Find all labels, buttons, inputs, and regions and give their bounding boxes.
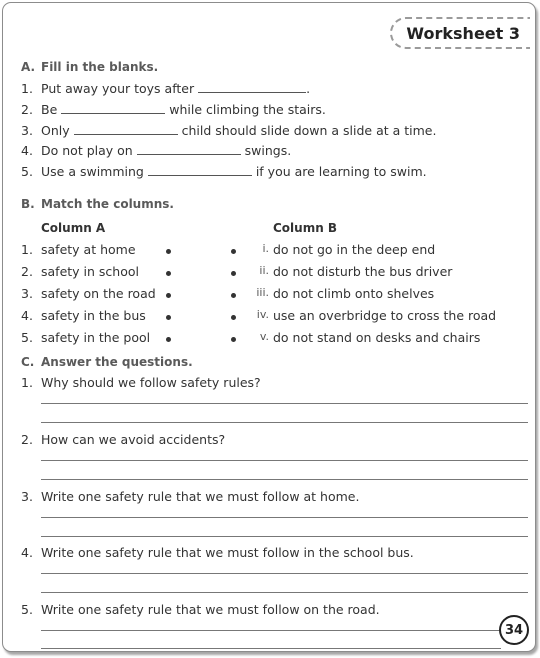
answer-line[interactable] (41, 648, 501, 649)
section-a-letter: A. (21, 60, 36, 74)
item-number: 1. (21, 242, 33, 257)
fill-blank-item (21, 164, 427, 179)
column-a-heading: Column A (41, 221, 106, 235)
column-a-item: safety in school (41, 264, 139, 279)
item-text-after: swings. (244, 143, 292, 158)
section-c-letter: C. (21, 355, 35, 369)
item-number: 4. (21, 143, 33, 158)
blank-line[interactable] (74, 133, 178, 135)
item-text-before: Be (41, 102, 58, 117)
question-text: How can we avoid accidents? (41, 432, 226, 447)
section-b-letter: B. (21, 197, 35, 211)
column-b-item: do not go in the deep end (273, 242, 436, 257)
question (21, 489, 359, 504)
answer-line[interactable] (41, 573, 528, 574)
question (21, 432, 225, 447)
column-a-item: safety in the pool (41, 330, 151, 345)
match-dot-left[interactable] (166, 249, 171, 254)
fill-blank-item (21, 143, 291, 158)
section-a-title: Fill in the blanks. (41, 60, 159, 74)
item-number: 2. (21, 264, 33, 279)
column-a-item: safety at home (41, 242, 136, 257)
roman-numeral: ii. (259, 264, 269, 277)
roman-numeral: iv. (256, 308, 269, 321)
item-text-before: Use a swimming (41, 164, 144, 179)
question-number: 2. (21, 432, 33, 447)
roman-numeral: v. (259, 330, 269, 343)
column-b-item: do not stand on desks and chairs (273, 330, 481, 345)
match-dot-left[interactable] (166, 315, 171, 320)
blank-line[interactable] (148, 174, 252, 176)
match-dot-left[interactable] (166, 271, 171, 276)
answer-line[interactable] (41, 460, 528, 461)
item-text-after: while climbing the stairs. (169, 102, 326, 117)
worksheet-page (2, 2, 536, 652)
match-dot-left[interactable] (166, 293, 171, 298)
item-text-after: child should slide down a slide at a time. (181, 123, 437, 138)
column-b-item: do not climb onto shelves (273, 286, 435, 301)
roman-numeral: iii. (256, 286, 269, 299)
question-number: 1. (21, 375, 33, 390)
item-number: 1. (21, 81, 33, 96)
item-number: 3. (21, 123, 33, 138)
column-a-item: safety in the bus (41, 308, 146, 323)
section-a-heading (21, 60, 158, 74)
section-c-heading (21, 355, 193, 369)
blank-line[interactable] (198, 91, 306, 93)
item-text-after: . (306, 81, 311, 96)
question-text: Why should we follow safety rules? (41, 375, 261, 390)
fill-blank-item (21, 102, 326, 117)
item-number: 5. (21, 330, 33, 345)
section-b-heading (21, 197, 174, 211)
match-row (21, 330, 521, 348)
item-text-after: if you are learning to swim. (255, 164, 427, 179)
column-b-item: do not disturb the bus driver (273, 264, 453, 279)
match-row (21, 264, 521, 282)
match-dot-left[interactable] (166, 337, 171, 342)
question-text: Write one safety rule that we must follow on the road. (41, 602, 380, 617)
question-text: Write one safety rule that we must follow in the school bus. (41, 545, 414, 560)
answer-line[interactable] (41, 403, 528, 404)
item-number: 2. (21, 102, 33, 117)
answer-line[interactable] (41, 517, 528, 518)
column-b-heading: Column B (273, 221, 338, 235)
answer-line[interactable] (41, 630, 501, 631)
answer-line[interactable] (41, 536, 528, 537)
worksheet-title: Worksheet 3 (406, 23, 520, 43)
section-b-title: Match the columns. (41, 197, 174, 211)
item-number: 5. (21, 164, 33, 179)
answer-line[interactable] (41, 422, 528, 423)
item-number: 4. (21, 308, 33, 323)
question (21, 545, 414, 560)
question-text: Write one safety rule that we must follow at home. (41, 489, 360, 504)
item-text-before: Put away your toys after (41, 81, 195, 96)
question-number: 3. (21, 489, 33, 504)
worksheet-badge (390, 17, 530, 49)
page-number-badge (499, 615, 529, 645)
blank-line[interactable] (137, 153, 241, 155)
roman-numeral: i. (262, 242, 269, 255)
section-c-title: Answer the questions. (41, 355, 193, 369)
fill-blank-item (21, 123, 436, 138)
item-text-before: Only (41, 123, 70, 138)
question-number: 4. (21, 545, 33, 560)
question (21, 375, 261, 390)
blank-line[interactable] (61, 112, 165, 114)
item-text-before: Do not play on (41, 143, 133, 158)
column-b-item: use an overbridge to cross the road (273, 308, 497, 323)
column-a-item: safety on the road (41, 286, 156, 301)
question (21, 602, 380, 617)
answer-line[interactable] (41, 479, 528, 480)
item-number: 3. (21, 286, 33, 301)
question-number: 5. (21, 602, 33, 617)
match-row (21, 308, 521, 326)
answer-line[interactable] (41, 592, 528, 593)
match-row (21, 242, 521, 260)
page-number: 34 (504, 622, 524, 638)
match-row (21, 286, 521, 304)
fill-blank-item (21, 81, 310, 96)
